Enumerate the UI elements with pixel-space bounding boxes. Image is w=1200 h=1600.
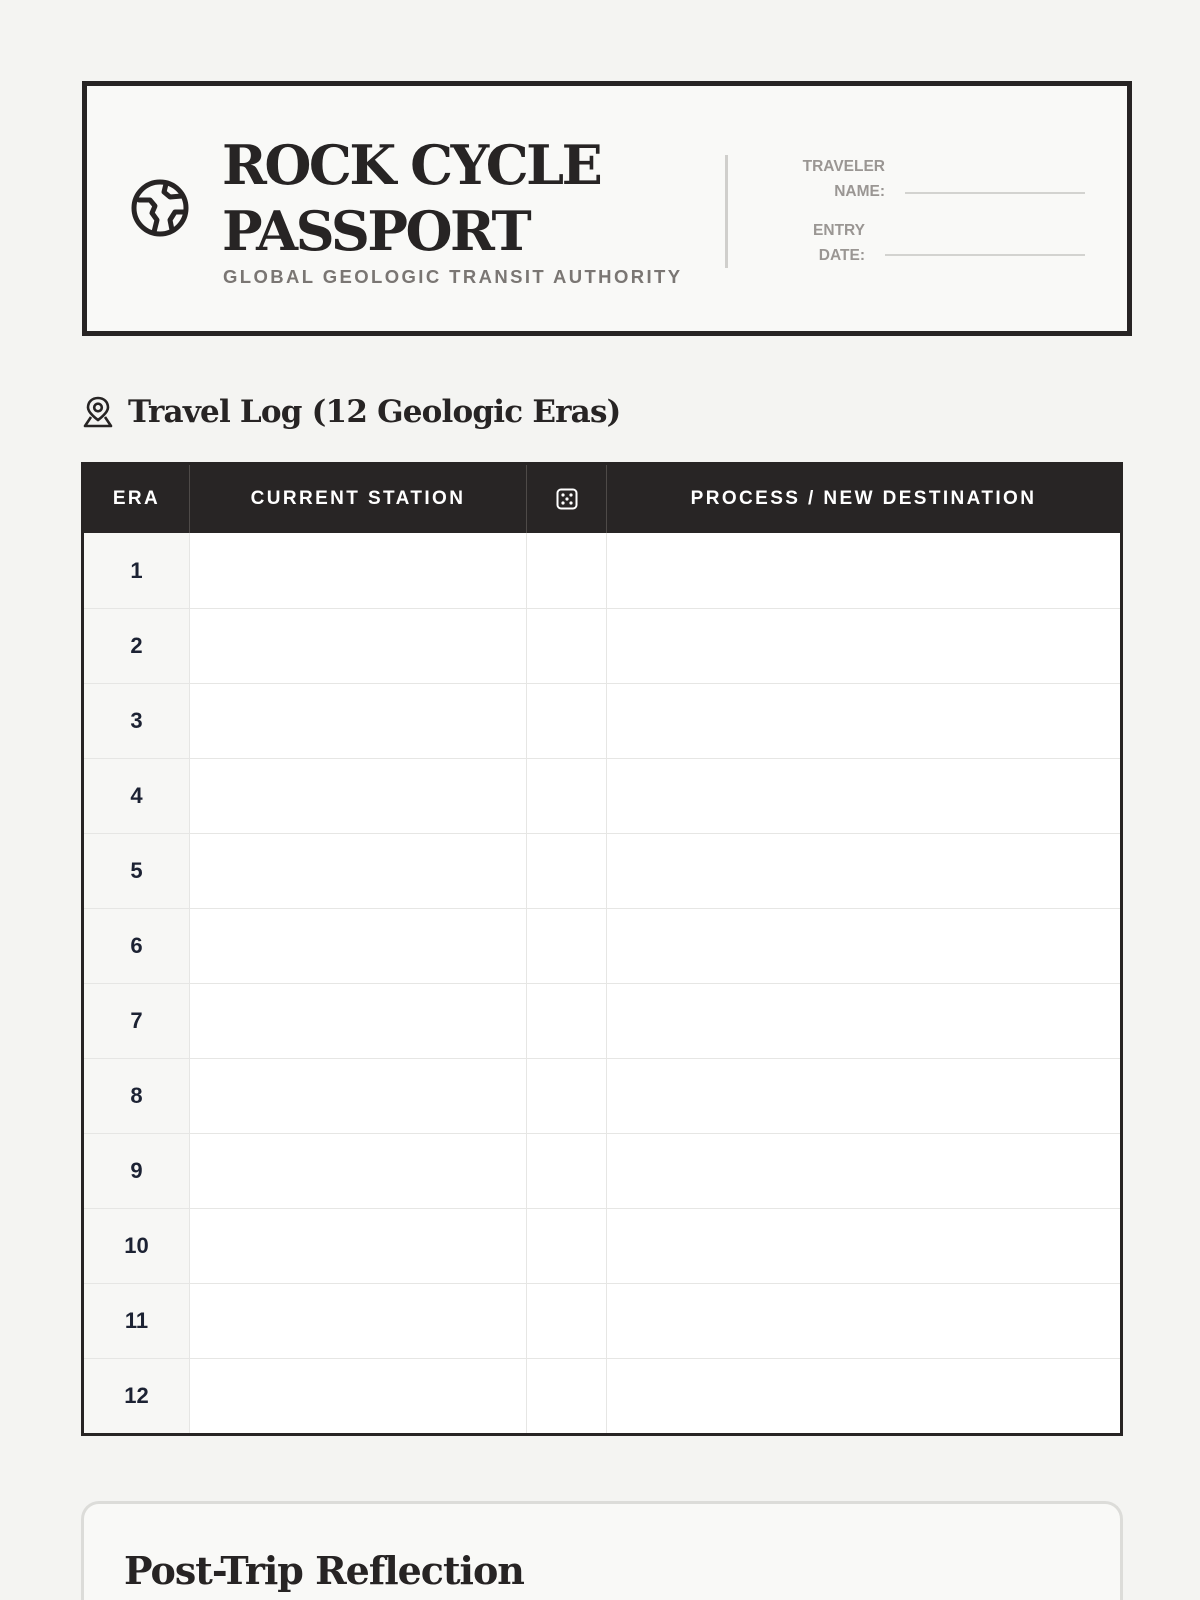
dice-roll-cell[interactable]	[527, 984, 607, 1058]
entry-date-field[interactable]	[885, 254, 1085, 256]
process-destination-cell[interactable]	[607, 533, 1120, 608]
traveler-name-label-line-2: NAME:	[834, 183, 885, 200]
era-number: 11	[84, 1284, 190, 1358]
current-station-cell[interactable]	[190, 1359, 527, 1433]
title-line-1: ROCK CYCLE	[222, 133, 601, 197]
process-destination-cell[interactable]	[607, 1134, 1120, 1208]
era-number: 1	[84, 533, 190, 608]
current-station-cell[interactable]	[190, 1059, 527, 1133]
entry-date-label-line-1: ENTRY	[813, 222, 865, 239]
globe-icon	[130, 178, 190, 238]
table-body	[84, 533, 1120, 1433]
process-destination-cell[interactable]	[607, 609, 1120, 683]
era-number: 2	[84, 609, 190, 683]
dice-roll-cell[interactable]	[527, 834, 607, 908]
dice-roll-cell[interactable]	[527, 1209, 607, 1283]
table-row	[84, 1358, 1120, 1433]
process-destination-cell[interactable]	[607, 1284, 1120, 1358]
era-number: 7	[84, 984, 190, 1058]
process-destination-cell[interactable]	[607, 1209, 1120, 1283]
table-row	[84, 683, 1120, 758]
dice-roll-cell[interactable]	[527, 684, 607, 758]
era-number: 4	[84, 759, 190, 833]
travel-log-table	[81, 462, 1123, 1436]
entry-date-label	[777, 218, 865, 268]
passport-header	[82, 81, 1132, 336]
era-number: 6	[84, 909, 190, 983]
dice-icon	[555, 487, 579, 511]
era-number: 5	[84, 834, 190, 908]
process-destination-cell[interactable]	[607, 759, 1120, 833]
reflection-title: Post-Trip Reflection	[124, 1548, 524, 1593]
table-row	[84, 1133, 1120, 1208]
current-station-cell[interactable]	[190, 609, 527, 683]
traveler-name-label	[777, 154, 885, 204]
reflection-section	[81, 1501, 1123, 1600]
entry-date-label-line-2: DATE:	[818, 247, 865, 264]
process-destination-cell[interactable]	[607, 1359, 1120, 1433]
column-header-dice	[527, 465, 607, 533]
title-line-2: PASSPORT	[222, 199, 530, 263]
dice-roll-cell[interactable]	[527, 1059, 607, 1133]
header-divider	[725, 155, 728, 268]
travel-log-heading	[82, 392, 621, 432]
table-row	[84, 533, 1120, 608]
era-number: 9	[84, 1134, 190, 1208]
current-station-cell[interactable]	[190, 1209, 527, 1283]
table-row	[84, 1208, 1120, 1283]
process-destination-cell[interactable]	[607, 984, 1120, 1058]
current-station-cell[interactable]	[190, 1134, 527, 1208]
traveler-name-field[interactable]	[905, 192, 1085, 194]
era-number: 3	[84, 684, 190, 758]
dice-roll-cell[interactable]	[527, 1359, 607, 1433]
current-station-cell[interactable]	[190, 533, 527, 608]
column-header-process-destination: PROCESS / NEW DESTINATION	[690, 488, 1037, 509]
dice-roll-cell[interactable]	[527, 909, 607, 983]
process-destination-cell[interactable]	[607, 834, 1120, 908]
era-number: 12	[84, 1359, 190, 1433]
dice-roll-cell[interactable]	[527, 533, 607, 608]
current-station-cell[interactable]	[190, 759, 527, 833]
page-title	[222, 132, 600, 264]
dice-roll-cell[interactable]	[527, 1284, 607, 1358]
dice-roll-cell[interactable]	[527, 1134, 607, 1208]
current-station-cell[interactable]	[190, 684, 527, 758]
era-number: 10	[84, 1209, 190, 1283]
traveler-name-label-line-1: TRAVELER	[802, 158, 885, 175]
page-subtitle: GLOBAL GEOLOGIC TRANSIT AUTHORITY	[223, 266, 683, 287]
current-station-cell[interactable]	[190, 834, 527, 908]
current-station-cell[interactable]	[190, 909, 527, 983]
dice-roll-cell[interactable]	[527, 609, 607, 683]
column-header-current-station: CURRENT STATION	[190, 465, 527, 533]
era-number: 8	[84, 1059, 190, 1133]
process-destination-cell[interactable]	[607, 1059, 1120, 1133]
column-header-era: ERA	[84, 465, 190, 533]
table-row	[84, 1058, 1120, 1133]
process-destination-cell[interactable]	[607, 684, 1120, 758]
table-row	[84, 908, 1120, 983]
table-header	[84, 465, 1120, 533]
current-station-cell[interactable]	[190, 1284, 527, 1358]
table-row	[84, 758, 1120, 833]
process-destination-cell[interactable]	[607, 909, 1120, 983]
travel-log-title: Travel Log (12 Geologic Eras)	[128, 394, 621, 430]
current-station-cell[interactable]	[190, 984, 527, 1058]
dice-roll-cell[interactable]	[527, 759, 607, 833]
table-row	[84, 833, 1120, 908]
table-row	[84, 608, 1120, 683]
table-row	[84, 983, 1120, 1058]
table-row	[84, 1283, 1120, 1358]
map-pin-icon	[82, 395, 114, 429]
